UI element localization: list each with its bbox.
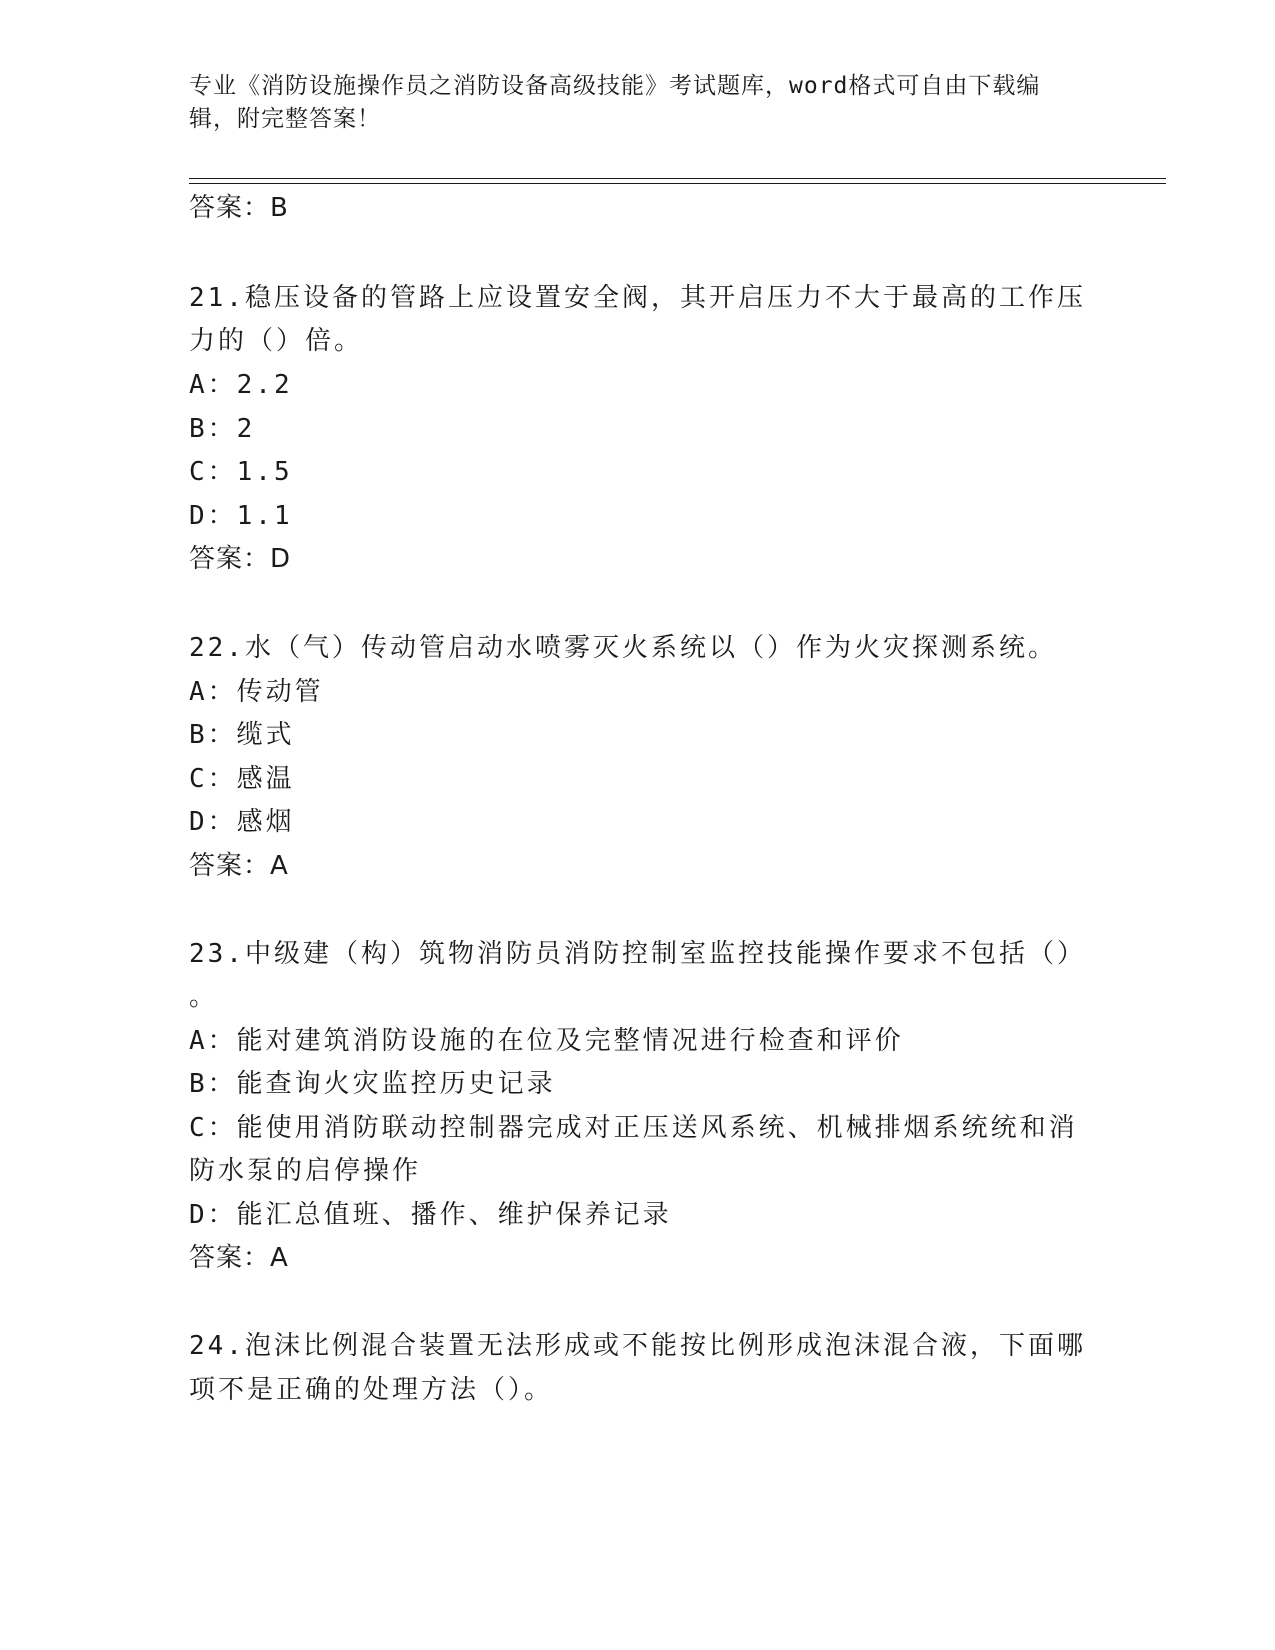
question-22-option-b: B：缆式 [189,720,295,750]
question-24-stem-line-2: 项不是正确的处理方法（）。 [189,1375,554,1405]
question-22-answer: 答案：A [189,851,289,881]
question-23-option-d: D：能汇总值班、播作、维护保养记录 [189,1200,672,1230]
question-22-option-a: A：传动管 [189,677,324,707]
question-21-stem-line-1: 21.稳压设备的管路上应设置安全阀，其开启压力不大于最高的工作压 [189,283,1086,313]
question-23-stem-line-2: 。 [189,982,219,1012]
question-21-option-b: B：2 [189,414,256,444]
question-21-option-a: A：2.2 [189,370,293,400]
question-23-option-c-line-2: 防水泵的启停操作 [189,1156,422,1186]
header-line-2: 辑，附完整答案！ [189,106,381,132]
question-21-stem-line-2: 力的（）倍。 [189,326,364,356]
question-22-option-d: D：感烟 [189,807,295,837]
question-23-option-c-line-1: C：能使用消防联动控制器完成对正压送风系统、机械排烟系统统和消 [189,1113,1078,1143]
question-22-option-c: C：感温 [189,764,295,794]
header-divider-top [189,178,1166,179]
question-21-option-c: C：1.5 [189,457,293,487]
question-23-option-a: A：能对建筑消防设施的在位及完整情况进行检查和评价 [189,1026,904,1056]
question-21-answer: 答案：D [189,544,292,574]
header-line-1: 专业《消防设施操作员之消防设备高级技能》考试题库，word格式可自由下载编 [189,73,1041,99]
question-22-stem-line-1: 22.水（气）传动管启动水喷雾灭火系统以（）作为火灾探测系统。 [189,633,1057,663]
question-21-option-d: D：1.1 [189,501,293,531]
question-23-option-b: B：能查询火灾监控历史记录 [189,1069,556,1099]
question-23-answer: 答案：A [189,1243,289,1273]
question-23-stem-line-1: 23.中级建（构）筑物消防员消防控制室监控技能操作要求不包括（） [189,939,1086,969]
page-header [189,70,1089,136]
header-divider-bottom [189,183,1166,184]
previous-answer: 答案：B [189,193,289,223]
question-24-stem-line-1: 24.泡沫比例混合装置无法形成或不能按比例形成泡沫混合液，下面哪 [189,1331,1086,1361]
